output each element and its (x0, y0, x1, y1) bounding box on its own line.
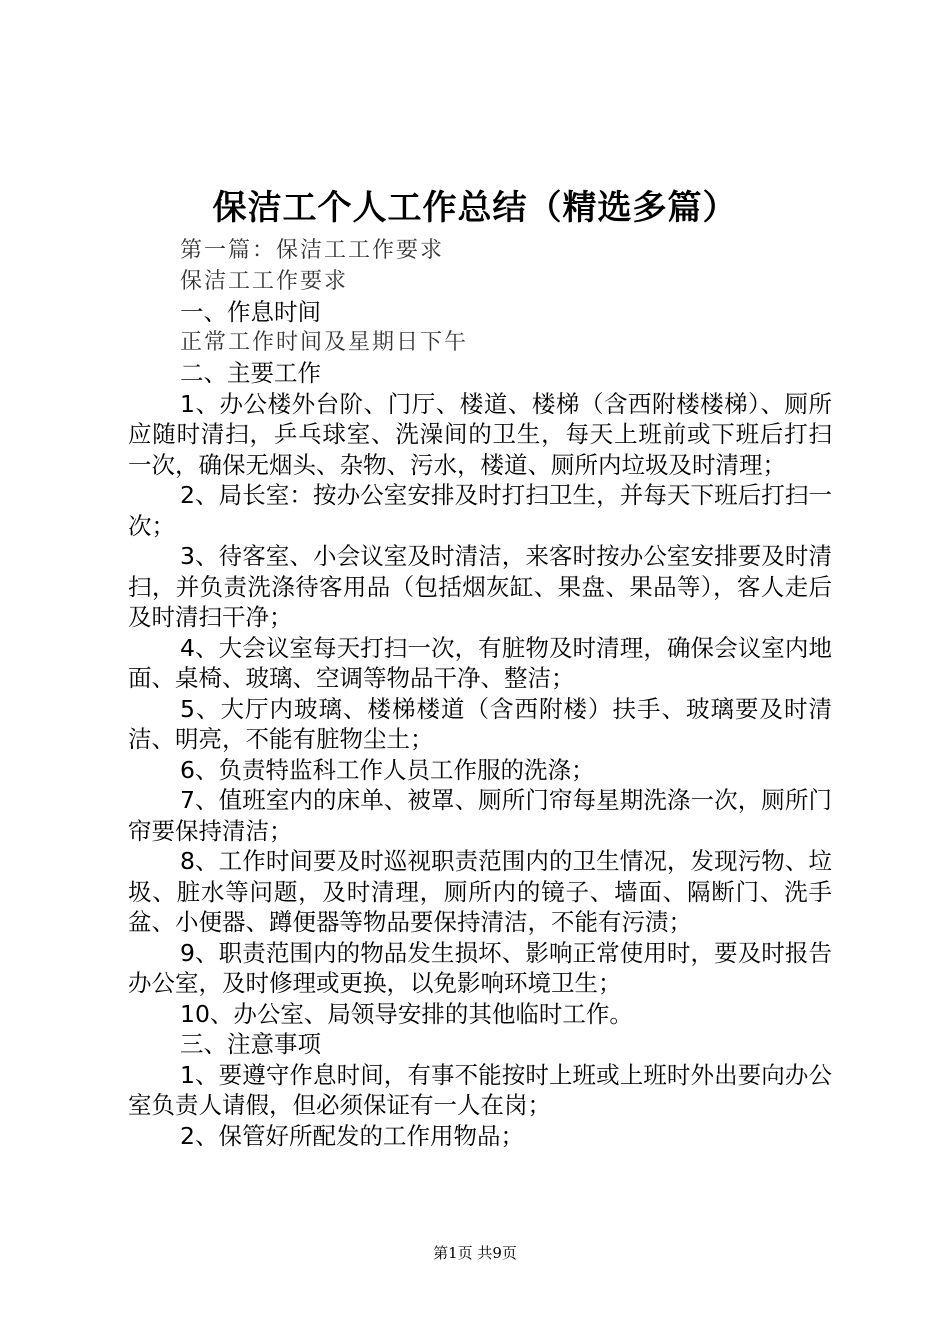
subtitle-requirements: 保洁工工作要求 (180, 268, 349, 294)
note-item: 1、要遵守作息时间，有事不能按时上班或上班时外出要向办公室负责人请假，但必须保证有一人在岗； (128, 1060, 832, 1119)
duty-item: 1、办公楼外台阶、门厅、楼道、楼梯（含西附楼楼梯）、厕所应随时清扫，乒乓球室、洗澡间的卫生，每天上班前或下班后打扫一次，确保无烟头、杂物、污水，楼道、厕所内垃圾及时清理； (128, 389, 832, 479)
duty-item: 10、办公室、局领导安排的其他临时工作。 (180, 999, 633, 1028)
note-item: 2、保管好所配发的工作用物品； (180, 1121, 524, 1150)
duty-item: 2、局长室：按办公室安排及时打扫卫生，并每天下班后打扫一次； (128, 481, 832, 540)
duty-item: 4、大会议室每天打扫一次，有脏物及时清理，确保会议室内地面、桌椅、玻璃、空调等物品干净、整洁； (128, 633, 832, 692)
document-body (128, 236, 832, 1151)
section-heading-notes: 三、注意事项 (180, 1030, 321, 1058)
section-heading-schedule: 一、作息时间 (180, 298, 321, 326)
schedule-text: 正常工作时间及星期日下午 (180, 329, 469, 355)
subtitle-chapter: 第一篇：保洁工工作要求 (180, 238, 445, 263)
duty-item: 5、大厅内玻璃、楼梯楼道（含西附楼）扶手、玻璃要及时清洁、明亮，不能有脏物尘土； (128, 694, 832, 753)
document-title: 保洁工个人工作总结（精选多篇） (212, 188, 738, 228)
duty-item: 3、待客室、小会议室及时清洁，来客时按办公室安排要及时清扫，并负责洗涤待客用品（包括烟灰缸、果盘、果品等），客人走后及时清扫干净； (128, 542, 832, 631)
duty-item: 9、职责范围内的物品发生损坏、影响正常使用时，要及时报告办公室，及时修理或更换，以免影响环境卫生； (128, 938, 832, 997)
duty-item: 8、工作时间要及时巡视职责范围内的卫生情况，发现污物、垃圾、脏水等问题，及时清理，厕所内的镜子、墙面、隔断门、洗手盆、小便器、蹲便器等物品要保持清洁，不能有污渍； (128, 847, 832, 936)
duty-item: 7、值班室内的床单、被罩、厕所门帘每星期洗涤一次，厕所门帘要保持清洁； (128, 786, 832, 845)
section-heading-main-work: 二、主要工作 (180, 359, 321, 387)
page-number: 第1页 共9页 (433, 1244, 517, 1262)
duty-item: 6、负责特监科工作人员工作服的洗涤； (180, 755, 595, 784)
